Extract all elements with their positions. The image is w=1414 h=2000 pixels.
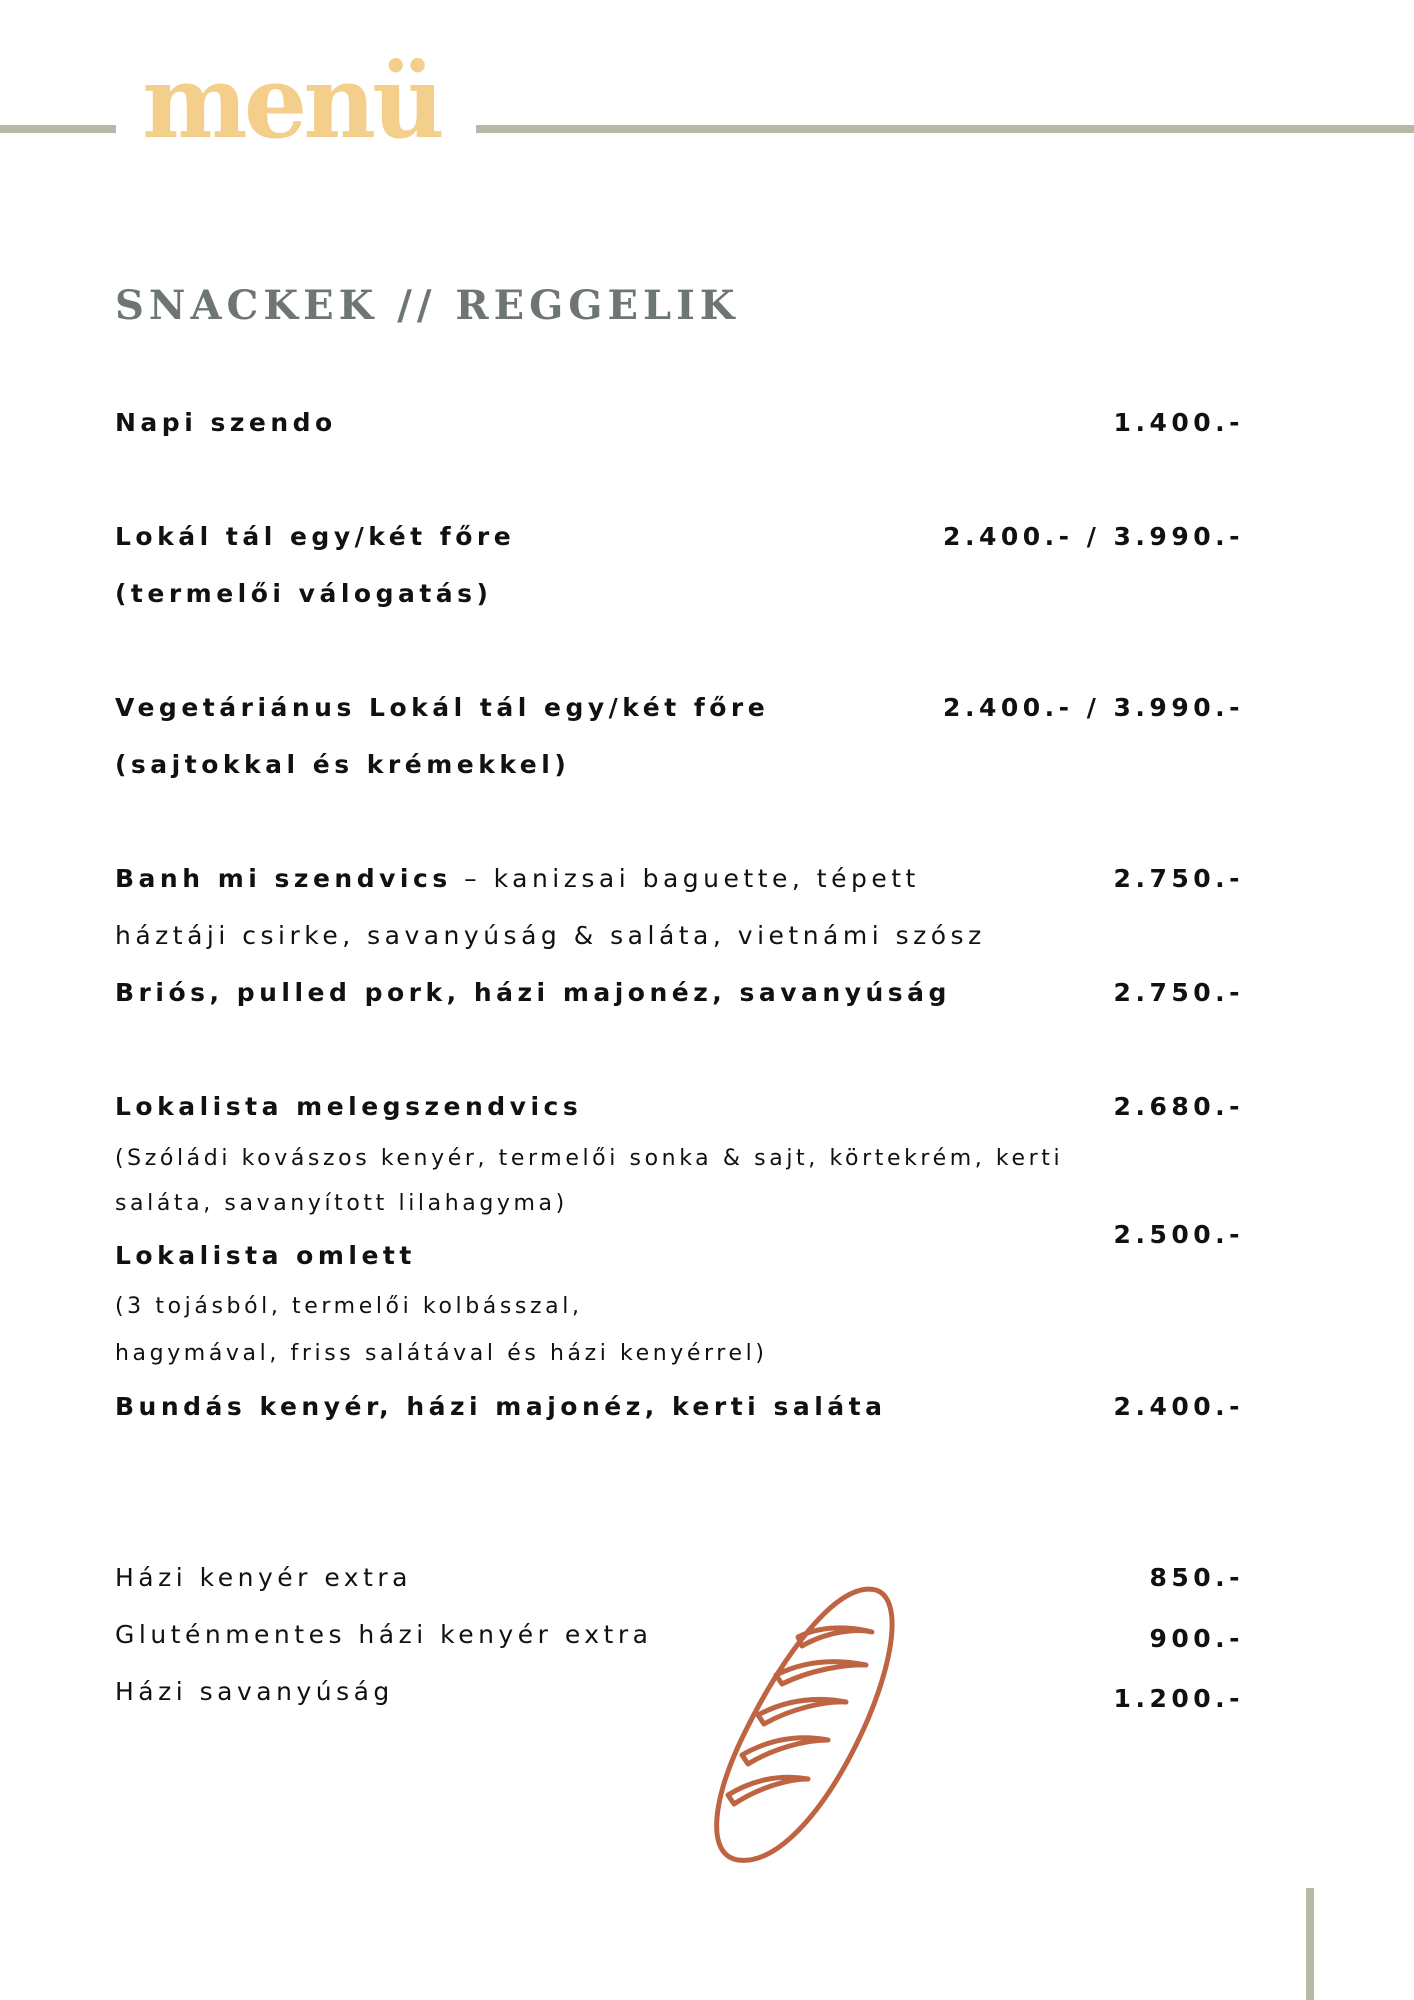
menu-item-name: Napi szendo — [115, 408, 337, 437]
menu-item-line — [115, 866, 920, 891]
menu-item-name: Vegetáriánus Lokál tál egy/két főre — [115, 693, 770, 722]
menu-item-description: háztáji csirke, savanyúság & saláta, vietnámi szósz — [115, 921, 986, 950]
menu-item-price: 2.500.- — [1113, 1220, 1244, 1249]
menu-item-description: – kanizsai baguette, tépett — [451, 864, 920, 893]
menu-item-name: Bundás kenyér, házi majonéz, kerti saláta — [115, 1392, 887, 1421]
menu-logo: menü — [142, 43, 441, 161]
side-text — [1282, 1502, 1364, 1858]
menu-item-description: saláta, savanyított lilahagyma) — [115, 1191, 568, 1216]
extra-item-price: 850.- — [1149, 1563, 1244, 1592]
extra-item-name: Házi kenyér extra — [115, 1563, 412, 1592]
menu-item-price: 2.400.- / 3.990.- — [943, 522, 1244, 551]
menu-item-price: 2.400.- / 3.990.- — [943, 693, 1244, 722]
menu-item-description: hagymával, friss salátával és házi kenyérrel) — [115, 1341, 768, 1366]
extra-item-price: 900.- — [1149, 1624, 1244, 1653]
menu-item-subtitle: (sajtokkal és krémekkel) — [115, 750, 571, 779]
menu-item-name: Lokál tál egy/két főre — [115, 522, 516, 551]
menu-item-price: 2.750.- — [1113, 978, 1244, 1007]
extra-item-name: Házi savanyúság — [115, 1677, 394, 1706]
menu-item-name: Lokalista melegszendvics — [115, 1092, 583, 1121]
menu-item-price: 2.750.- — [1113, 864, 1244, 893]
header-line-right — [476, 125, 1414, 133]
menu-item-price: 2.400.- — [1113, 1392, 1244, 1421]
menu-item-name: Lokalista omlett — [115, 1241, 416, 1270]
extra-item-name: Gluténmentes házi kenyér extra — [115, 1620, 653, 1649]
menu-item-price: 2.680.- — [1113, 1092, 1244, 1121]
section-title: SNACKEK // REGGELIK — [115, 282, 740, 329]
side-vertical-line — [1306, 1888, 1314, 2000]
menu-item-price: 1.400.- — [1113, 408, 1244, 437]
menu-item-description: (Szóládi kovászos kenyér, termelői sonka & sajt, körtekrém, kerti — [115, 1146, 1064, 1171]
baguette-icon — [706, 1580, 906, 1870]
menu-item-subtitle: (termelői válogatás) — [115, 579, 493, 608]
header-line-left — [0, 125, 116, 133]
menu-item-name: Briós, pulled pork, házi majonéz, savanyúság — [115, 978, 951, 1007]
menu-item-name: Banh mi szendvics — [115, 864, 452, 893]
menu-item-description: (3 tojásból, termelői kolbásszal, — [115, 1294, 583, 1319]
extra-item-price: 1.200.- — [1113, 1684, 1244, 1713]
